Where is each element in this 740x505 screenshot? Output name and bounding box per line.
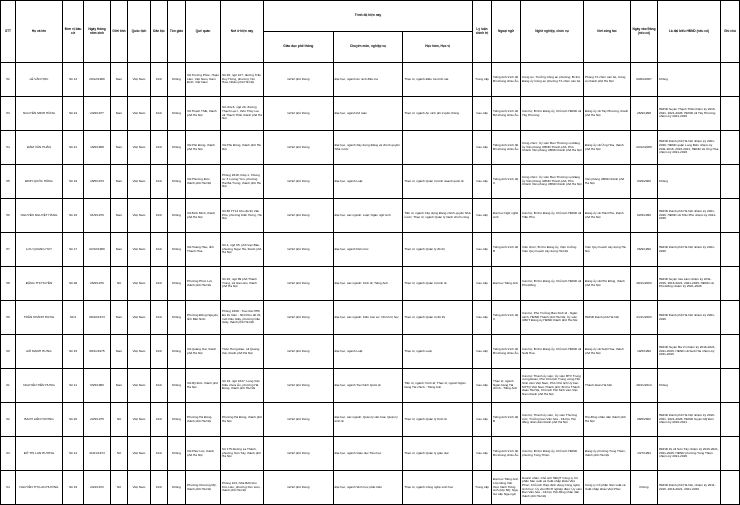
cell-ngayvaodang: 06/9/1999 bbox=[631, 233, 658, 267]
cell-dvco: Số 16 bbox=[63, 199, 84, 233]
cell-noiohientai: Phòng 103, Nhà B20 khu Kim Liên, phường Kim Liên, thành phố Hà Nội bbox=[221, 471, 264, 505]
cell-dantoc: Kinh bbox=[151, 335, 168, 369]
cell-quoctich: Việt Nam bbox=[128, 97, 151, 131]
cell-ngaysinh: 22/9/1975 bbox=[84, 403, 111, 437]
cell-ngoaingu: Tiếng Anh trình độ B1 khung châu Âu bbox=[492, 131, 521, 165]
cell-dantoc: Kinh bbox=[151, 63, 168, 97]
cell-dvco: Số 20 bbox=[63, 403, 84, 437]
cell-chuyenmon: Đại học, các ngành: Quản lý văn hóa; Quản lý kinh tế bbox=[333, 403, 403, 437]
cell-hoclam: Thạc sĩ, ngành Luật bbox=[403, 335, 473, 369]
cell-gioitinh: Nam bbox=[111, 301, 128, 335]
cell-chuyenmon: Đại học, ngành Sinh học phát triển bbox=[333, 471, 403, 505]
cell-stt: 64 bbox=[1, 471, 16, 505]
cell-nghenghiep: Cán bộ; Bí thư Đảng ủy, Chủ tịch HĐND xã Trần Phú bbox=[521, 199, 584, 233]
col-ngoaingu: Ngoại ngữ bbox=[492, 1, 521, 63]
cell-nghenghiep: Công chức; Ủy viên Ban Thường vụ Đảng ủy Văn phòng UBND Thành phố, Phó Chánh Văn phòng UBND thành phố Hà Nội bbox=[521, 165, 584, 199]
table-row bbox=[1, 165, 740, 199]
cell-ngoaingu: Tiếng Anh trình độ B1 khung châu Âu bbox=[492, 437, 521, 471]
cell-ngoaingu: Tiếng Anh trình độ B bbox=[492, 403, 521, 437]
cell-ghichu bbox=[721, 369, 740, 403]
cell-ladaibieu: HĐND thành phố Hà Nội nhiệm kỳ 2021-2026 bbox=[658, 233, 721, 267]
cell-stt: 53 bbox=[1, 97, 16, 131]
cell-ngoaingu: Tiếng Anh trình độ B2 khung châu Âu bbox=[492, 97, 521, 131]
cell-noicongtac: Đảng ủy phường Tùng Thiện, thành phố Hà Nội bbox=[584, 437, 631, 471]
cell-noiohientai: Số 175 đường La Thành, phường Sơn Tây, thành phố Hà Nội bbox=[221, 437, 264, 471]
col-nghenghiep: Nghề nghiệp, chức vụ bbox=[521, 1, 584, 63]
cell-ngayvaodang: 02/9/1996 bbox=[631, 199, 658, 233]
cell-ghichu bbox=[721, 165, 740, 199]
col-quequan: Quê quán bbox=[186, 1, 221, 63]
cell-tongiao: Không bbox=[168, 437, 186, 471]
table-row bbox=[1, 369, 740, 403]
table-row bbox=[1, 437, 740, 471]
cell-quoctich: Việt Nam bbox=[128, 471, 151, 505]
cell-ladaibieu: HĐND thành phố Hà Nội nhiệm kỳ 2021-2026 bbox=[658, 301, 721, 335]
col-hoten: Họ và tên bbox=[16, 1, 63, 63]
cell-chuyenmon: Đại học, ngành Luật bbox=[333, 165, 403, 199]
cell-quequan: Phường Đồng Nguyên, tỉnh Bắc Ninh bbox=[186, 301, 221, 335]
cell-tongiao: Không bbox=[168, 131, 186, 165]
cell-stt: 60 bbox=[1, 335, 16, 369]
cell-gioitinh: Nam bbox=[111, 369, 128, 403]
cell-ngoaingu: Tiếng Anh trình độ B1 khung châu Âu bbox=[492, 63, 521, 97]
cell-giaoduc: 12/12 phổ thông bbox=[264, 267, 334, 301]
cell-lyluan: Cao cấp bbox=[473, 199, 492, 233]
cell-noiohientai: Số 26, ngõ 89 phố Thành Trung, xã Gia Lâm, thành phố Hà Nội bbox=[221, 267, 264, 301]
cell-chuyenmon: Đại học, ngành An ninh điều tra bbox=[333, 63, 403, 97]
cell-dantoc: Kinh bbox=[151, 369, 168, 403]
cell-tongiao: Không bbox=[168, 233, 186, 267]
cell-ngayvaodang: 26/9/1998 bbox=[631, 97, 658, 131]
cell-hoclam: Thạc sĩ, ngành Công nghệ sinh học bbox=[403, 471, 473, 505]
cell-ghichu bbox=[721, 199, 740, 233]
cell-dvco: Số 13 bbox=[63, 63, 84, 97]
cell-gioitinh: Nam bbox=[111, 97, 128, 131]
table-row bbox=[1, 471, 740, 505]
cell-ngaysinh: 24/4/1972 bbox=[84, 471, 111, 505]
cell-lyluan: Cao cấp bbox=[473, 233, 492, 267]
cell-quoctich: Việt Nam bbox=[128, 369, 151, 403]
col-chuyenmon: Chuyên môn, nghiệp vụ bbox=[333, 32, 403, 63]
cell-ngaysinh: 03/9/1980 bbox=[84, 369, 111, 403]
cell-hoclam: Tiến sĩ, ngành Xây dựng Đảng chính quyền Nhà nước; Thạc sĩ, ngành Quản lý hành chính công bbox=[403, 199, 473, 233]
col-ngayvaodang: Ngày vào Đảng (nếu có) bbox=[631, 1, 658, 63]
table-body bbox=[1, 63, 740, 505]
cell-lyluan: Cao cấp bbox=[473, 267, 492, 301]
cell-ngaysinh: 24/9/1977 bbox=[84, 97, 111, 131]
table-row bbox=[1, 301, 740, 335]
cell-gioitinh: Nữ bbox=[111, 267, 128, 301]
cell-noiohientai: Số 28, ngõ 107, đường Trần Duy Hưng, phường Yên Hòa, Nhâm phố Hà Nội bbox=[221, 63, 264, 97]
cell-noicongtac: Đảng ủy xã Suối Hoa, thành phố Hà Nội bbox=[584, 335, 631, 369]
cell-hoclam: Thạc sĩ, ngành Quản trị kinh tế bbox=[403, 267, 473, 301]
cell-quoctich: Việt Nam bbox=[128, 403, 151, 437]
cell-stt: 59 bbox=[1, 301, 16, 335]
cell-hoten: LƯU QUANG HUY bbox=[16, 233, 63, 267]
cell-nghenghiep: Công chức; Ủy viên Ban Thường vụ Đảng ủy Văn phòng UBND Thành phố, Phó Chánh Văn phòng UBND thành phố Hà Nội bbox=[521, 131, 584, 165]
cell-ngoaingu: Tiếng Anh trình độ C bbox=[492, 165, 521, 199]
cell-dantoc: Kinh bbox=[151, 437, 168, 471]
cell-chuyenmon: Đại học, các ngành: Kinh tế; Tiếng Anh bbox=[333, 267, 403, 301]
cell-quoctich: Việt Nam bbox=[128, 199, 151, 233]
cell-quequan: Xã Phú Đông, thành phố Hà Nội bbox=[186, 131, 221, 165]
cell-gioitinh: Nam bbox=[111, 233, 128, 267]
cell-ghichu bbox=[721, 403, 740, 437]
cell-ngayvaodang: Không bbox=[631, 471, 658, 505]
cell-dantoc: Kinh bbox=[151, 233, 168, 267]
cell-gioitinh: Nam bbox=[111, 199, 128, 233]
cell-ghichu bbox=[721, 267, 740, 301]
cell-hoten: NGUYỄN NGUYỆT HẰNG bbox=[16, 199, 63, 233]
cell-nghenghiep: Cán bộ, Phó Trưởng Ban Kinh tế - Ngân sách, HĐND Thành phố Hà Nội; Ủy viên UBKT Đảng ủy HĐND thành phố Hà Nội bbox=[521, 301, 584, 335]
cell-ngaysinh: 26/9/1976 bbox=[84, 267, 111, 301]
cell-ghichu bbox=[721, 437, 740, 471]
cell-stt: 62 bbox=[1, 403, 16, 437]
cell-dvco: Số 17 bbox=[63, 233, 84, 267]
cell-gioitinh: Nữ bbox=[111, 471, 128, 505]
cell-tongiao: Không bbox=[168, 165, 186, 199]
cell-lyluan: Cao cấp bbox=[473, 403, 492, 437]
table-row bbox=[1, 233, 740, 267]
cell-noiohientai: Thôn Hưng Đạo, xã Quảng Oai, thành phố Hà Nội bbox=[221, 335, 264, 369]
cell-noicongtac: Đảng ủy xã Phú Đồng, thành phố Hà Nội bbox=[584, 267, 631, 301]
col-hochamhocvi: Học hàm, Học vị bbox=[403, 32, 473, 63]
cell-stt: 63 bbox=[1, 437, 16, 471]
col-tongiao: Tôn giáo bbox=[168, 1, 186, 63]
cell-quequan: Phường Chương Mỹ, thành phố Hà Nội bbox=[186, 471, 221, 505]
cell-noicongtac: Công ty Cổ phần Sản xuất và Xuất nhập khẩu Việt Phúc bbox=[584, 471, 631, 505]
cell-gioitinh: Nam bbox=[111, 165, 128, 199]
cell-lyluan: Cao cấp bbox=[473, 301, 492, 335]
cell-ngaysinh: 08/10/1974 bbox=[84, 301, 111, 335]
cell-lyluan: Cao cấp bbox=[473, 131, 492, 165]
cell-ngayvaodang: 08/5/2002 bbox=[631, 403, 658, 437]
cell-ghichu bbox=[721, 301, 740, 335]
cell-hoclam: Tiến sĩ, ngành: Kinh tế; Thạc sĩ, ngành Ngân hàng Tài chính - Tiếng Anh bbox=[403, 369, 473, 403]
cell-hoten: ĐỖ THỊ LAN HƯƠNG bbox=[16, 437, 63, 471]
col-ladaibieu: Là đại biểu HĐND (nếu có) bbox=[658, 1, 721, 63]
table-row bbox=[1, 403, 740, 437]
cell-stt: 61 bbox=[1, 369, 16, 403]
cell-ngayvaodang: 21/11/2003 bbox=[631, 301, 658, 335]
col-group-trinhdo: Trình độ hiện nay bbox=[264, 1, 473, 32]
cell-noicongtac: Phòng Tổ chức cán bộ, Công an thành phố Hà Nội bbox=[584, 63, 631, 97]
cell-giaoduc: 12/12 phổ thông bbox=[264, 131, 334, 165]
cell-ghichu bbox=[721, 471, 740, 505]
cell-nghenghiep: Doanh nhân; Chủ tịch HĐQT Công ty Cổ phần Sản xuất và Xuất nhập khẩu Việt Phúc; Chủ tịch Hiệp định dùng Công nghệ sinh học; Ủy viên BCH nghiệp điện; Ủy viên Ban Văn hóa - Xã hội, Hội đồng nhân dân thành phố Hà Nội bbox=[521, 471, 584, 505]
cell-noicongtac: Văn phòng UBND thành phố Hà Nội bbox=[584, 165, 631, 199]
cell-dvco: Số 15 bbox=[63, 335, 84, 369]
cell-noiohientai: Phường Hà Đông, thành phố Hà Nội bbox=[221, 403, 264, 437]
cell-dvco: Số 19 bbox=[63, 471, 84, 505]
cell-gioitinh: Nam bbox=[111, 63, 128, 97]
cell-ngayvaodang: 19/5/1999 bbox=[631, 335, 658, 369]
cell-noiohientai: Số 86 TT14 Khu đô thị Văn Phú, phường Kiến Hưng, Hà Nội bbox=[221, 199, 264, 233]
cell-tongiao: Không bbox=[168, 199, 186, 233]
col-ghichu: Ghi chú bbox=[721, 1, 740, 63]
cell-hoclam: Thạc sĩ, ngành Quản trị đô thị bbox=[403, 301, 473, 335]
cell-lyluan: Cao cấp bbox=[473, 335, 492, 369]
cell-giaoduc: 12/12 phổ thông bbox=[264, 233, 334, 267]
cell-ngaysinh: 02/10/1980 bbox=[84, 233, 111, 267]
cell-tongiao: Không bbox=[168, 471, 186, 505]
cell-ngayvaodang: 09/02/2007 bbox=[631, 63, 658, 97]
cell-quequan: Xã Phương Đức, thành phố Hà Nội bbox=[186, 165, 221, 199]
cell-noicongtac: Thành đoàn Hà Nội bbox=[584, 369, 631, 403]
cell-giaoduc: 12/12 phổ thông bbox=[264, 369, 334, 403]
cell-ngoaingu: Tiếng Anh trình độ C bbox=[492, 301, 521, 335]
cell-ghichu bbox=[721, 63, 740, 97]
cell-hoclam: Thạc sĩ, ngành Quản lý Kinh tế bbox=[403, 403, 473, 437]
cell-quequan: Xã Mỹ Đức, thành phố Hà Nội bbox=[186, 369, 221, 403]
cell-quequan: Xã Hoàng Hào, tỉnh Thanh Hóa bbox=[186, 233, 221, 267]
cell-giaoduc: 12/12 phổ thông bbox=[264, 335, 334, 369]
col-dantoc: Dân tộc bbox=[151, 1, 168, 63]
cell-tongiao: Không bbox=[168, 369, 186, 403]
cell-chuyenmon: Đại học, ngành Tài chính Quốc tế bbox=[333, 369, 403, 403]
cell-quoctich: Việt Nam bbox=[128, 301, 151, 335]
cell-ladaibieu: Không bbox=[658, 165, 721, 199]
cell-nghenghiep: Cán bộ; Bí thư Đảng ủy, Chủ tịch HĐND phường Tùng Thiện bbox=[521, 437, 584, 471]
table-row bbox=[1, 131, 740, 165]
cell-stt: 54 bbox=[1, 131, 16, 165]
cell-noicongtac: HĐND thành phố Hà Nội bbox=[584, 301, 631, 335]
cell-ghichu bbox=[721, 97, 740, 131]
cell-ladaibieu: HĐND thị xã Sơn Tây nhiệm kỳ 2016-2021, 2021-2026; HĐND phường Tùng Thiện nhiệm kỳ 2021-2026 bbox=[658, 437, 721, 471]
cell-nghenghiep: Cán bộ; Bí thư Đảng ủy, Chủ tịch HĐND xã Suối Hoa bbox=[521, 335, 584, 369]
cell-hoclam: Thạc sĩ, ngành An ninh phi truyền thông bbox=[403, 97, 473, 131]
cell-hoclam: Thạc sĩ, ngành Quản lý đô thị bbox=[403, 233, 473, 267]
cell-lyluan: Cao cấp bbox=[473, 369, 492, 403]
cell-chuyenmon: Đại học, ngành Luật bbox=[333, 335, 403, 369]
col-giaoduc: Giáo dục phổ thông bbox=[264, 32, 334, 63]
cell-nghenghiep: Cán bộ; Bí thư Đảng ủy, Chủ tịch HĐND xã Phú Đồng bbox=[521, 267, 584, 301]
cell-dantoc: Kinh bbox=[151, 301, 168, 335]
cell-ghichu bbox=[721, 131, 740, 165]
cell-hoten: ĐẶNG THỊ HUYỀN bbox=[16, 267, 63, 301]
cell-dvco: Số 28 bbox=[63, 267, 84, 301]
cell-hoten: NGUYỄN MINH HÙNG bbox=[16, 97, 63, 131]
cell-hoten: TRẦN KHÁNH HƯNG bbox=[16, 301, 63, 335]
cell-hoten: ĐÀM VĂN HUẤN bbox=[16, 131, 63, 165]
cell-quequan: Xã Bình Minh, thành phố Hà Nội bbox=[186, 199, 221, 233]
cell-ladaibieu: HĐND huyện Ba Vì nhiệm kỳ 2016-2021, 2021-2026; HĐND xã Suối Hai nhiệm kỳ 2021-2026 bbox=[658, 335, 721, 369]
cell-noicongtac: Viện Quy hoạch xây dựng Hà Nội bbox=[584, 233, 631, 267]
cell-ladaibieu: HĐND huyện Thạch Thất nhiệm kỳ 2016-2021, 2021-2026; HĐND xã Tây Phương nhiệm kỳ 2021-2026 bbox=[658, 97, 721, 131]
table-row bbox=[1, 335, 740, 369]
cell-dvco: Số 24 bbox=[63, 97, 84, 131]
cell-dantoc: Kinh bbox=[151, 199, 168, 233]
cell-hoten: ĐINH QUỐC HÙNG bbox=[16, 165, 63, 199]
table-row bbox=[1, 199, 740, 233]
cell-chuyenmon: Đại học, ngành Kiến trúc bbox=[333, 233, 403, 267]
cell-giaoduc: 12/12 phổ thông bbox=[264, 471, 334, 505]
col-quoctich: Quốc tịch bbox=[128, 1, 151, 63]
cell-giaoduc: 12/12 phổ thông bbox=[264, 437, 334, 471]
cell-hoclam: Thạc sĩ, ngành Điều tra trinh sát bbox=[403, 63, 473, 97]
cell-ngaysinh: 20/12/1980 bbox=[84, 63, 111, 97]
cell-ngaysinh: 19/9/1968 bbox=[84, 131, 111, 165]
cell-ngayvaodang: 13/7/1994 bbox=[631, 437, 658, 471]
cell-ngayvaodang: 04/9/2000 bbox=[631, 165, 658, 199]
cell-hoten: NGUYỄN TIẾN HƯNG bbox=[16, 369, 63, 403]
cell-dantoc: Kinh bbox=[151, 165, 168, 199]
cell-stt: 58 bbox=[1, 267, 16, 301]
cell-nghenghiep: Công an, Trưởng Công an phường; Bí thư Đảng ủy Công an phường Tổ chức cán bộ bbox=[521, 63, 584, 97]
cell-ngoaingu: Tiếng Anh trình độ B bbox=[492, 233, 521, 267]
col-donvibaucu: Đơn vị bầu cử bbox=[63, 1, 84, 63]
cell-dantoc: Kinh bbox=[151, 97, 168, 131]
cell-lyluan: Cao cấp bbox=[473, 437, 492, 471]
cell-dantoc: Kinh bbox=[151, 131, 168, 165]
cell-stt: 52 bbox=[1, 63, 16, 97]
col-lyluanchinhtri: Lý luận chính trị bbox=[473, 1, 492, 63]
cell-noicongtac: Đảng ủy xã Trần Phú, thành phố Hà Nội bbox=[584, 199, 631, 233]
cell-ngayvaodang: 28/11/2014 bbox=[631, 369, 658, 403]
cell-giaoduc: 12/12 phổ thông bbox=[264, 97, 334, 131]
cell-dantoc: Kinh bbox=[151, 403, 168, 437]
cell-ngoaingu: Đại học Ngữ nghề Anh bbox=[492, 199, 521, 233]
cell-nghenghiep: Viên chức; Bí thư Đảng ủy, Viện trưởng Viện Quy hoạch xây dựng Hà Nội bbox=[521, 233, 584, 267]
cell-giaoduc: 12/12 phổ thông bbox=[264, 301, 334, 335]
cell-ngaysinh: 01/9/1976 bbox=[84, 199, 111, 233]
cell-giaoduc: 12/12 phổ thông bbox=[264, 63, 334, 97]
table-header bbox=[1, 1, 740, 63]
cell-dvco: Số 14 bbox=[63, 437, 84, 471]
table-row bbox=[1, 63, 740, 97]
cell-giaoduc: 12/12 phổ thông bbox=[264, 403, 334, 437]
cell-dvco: Số 6 bbox=[63, 301, 84, 335]
cell-noiohientai: Số 19, ngõ 1647, Lùng Việt Kiều chưa Âu, phường Hà Đông, thành phố Hà Nội bbox=[221, 369, 264, 403]
cell-lyluan: Cao cấp bbox=[473, 165, 492, 199]
cell-quequan: Phường Hà Đông, thành phố Hà Nội bbox=[186, 403, 221, 437]
cell-giaoduc: 12/12 phổ thông bbox=[264, 199, 334, 233]
col-noiohientai: Nơi ở hiện nay bbox=[221, 1, 264, 63]
cell-nghenghiep: Cán bộ; Bí thư Đảng ủy, Chủ tịch HĐND xã Tây Phương bbox=[521, 97, 584, 131]
cell-noiohientai: Xã Phú Đông, thành phố Hà Nội bbox=[221, 131, 264, 165]
cell-ghichu bbox=[721, 335, 740, 369]
cell-tongiao: Không bbox=[168, 267, 186, 301]
cell-ghichu bbox=[721, 233, 740, 267]
cell-quoctich: Việt Nam bbox=[128, 131, 151, 165]
cell-dvco: Số 11 bbox=[63, 369, 84, 403]
cell-ngaysinh: 31/01/1974 bbox=[84, 437, 111, 471]
cell-gioitinh: Nữ bbox=[111, 403, 128, 437]
cell-tongiao: Không bbox=[168, 403, 186, 437]
cell-quoctich: Việt Nam bbox=[128, 165, 151, 199]
cell-ladaibieu: HĐND thành phố Hà Nội nhiệm kỳ 2021-2026; HĐND quận Long Biên nhiệm kỳ 2011-2016, 2016-2021; HĐND xã Ứng Hòa nhiệm kỳ 2021-2026 bbox=[658, 131, 721, 165]
cell-noicongtac: Đảng ủy xã Tây Phương, thành phố Hà Nội bbox=[584, 97, 631, 131]
cell-quoctich: Việt Nam bbox=[128, 437, 151, 471]
cell-chuyenmon: Đại học, các ngành: Kiến trúc sư; Chính trị học bbox=[333, 301, 403, 335]
cell-giaoduc: 12/12 phổ thông bbox=[264, 165, 334, 199]
cell-lyluan: Trung cấp bbox=[473, 471, 492, 505]
cell-ngaysinh: 08/11/1975 bbox=[84, 335, 111, 369]
cell-hoclam: Thạc sĩ, ngành Quản trị kinh doanh quốc tế bbox=[403, 165, 473, 199]
cell-tongiao: Không bbox=[168, 97, 186, 131]
cell-noiohientai: Số nhà 8, ngõ 29, đường Thạch Lạc I, thôn Thúy Lai, xã Thạch Thất, thành phố Hà Nội bbox=[221, 97, 264, 131]
cell-quequan: Xã Phúc Lộc, thành phố Hà Nội bbox=[186, 437, 221, 471]
cell-chuyenmon: Đại học, ngành Kế toán bbox=[333, 97, 403, 131]
col-ngaysinh: Ngày tháng năm sinh bbox=[84, 1, 111, 63]
cell-quoctich: Việt Nam bbox=[128, 233, 151, 267]
cell-stt: 57 bbox=[1, 233, 16, 267]
cell-dantoc: Kinh bbox=[151, 267, 168, 301]
cell-ngoaingu: Đại học Tiếng Anh bbox=[492, 267, 521, 301]
cell-stt: 56 bbox=[1, 199, 16, 233]
cell-ngayvaodang: 22/12/2005 bbox=[631, 131, 658, 165]
cell-hoten: NGUYỄN THỊ LAN HƯƠNG bbox=[16, 471, 63, 505]
cell-gioitinh: Nữ bbox=[111, 437, 128, 471]
cell-dvco: Số 21 bbox=[63, 131, 84, 165]
col-stt: STT bbox=[1, 1, 16, 63]
cell-quoctich: Việt Nam bbox=[128, 63, 151, 97]
cell-quoctich: Việt Nam bbox=[128, 267, 151, 301]
cell-ladaibieu: Không bbox=[658, 369, 721, 403]
cell-ngoaingu: Tiếng Anh trình độ B1 khung châu Âu bbox=[492, 335, 521, 369]
cell-tongiao: Không bbox=[168, 63, 186, 97]
cell-ladaibieu: Không bbox=[658, 63, 721, 97]
cell-quequan: Xã Quảng Oai, thành phố Hà Nội bbox=[186, 335, 221, 369]
cell-ladaibieu: HĐND huyện Gia Lâm nhiệm kỳ 2011-2016, 2016-2021, 2021-2026; HĐND xã Phú Đồng nhiệm kỳ 2021-2026 bbox=[658, 267, 721, 301]
cell-quequan: Phường Phúc Lợi, thành phố Hà Nội bbox=[186, 267, 221, 301]
cell-noiohientai: Phòng 1608 - Tòa nhà HH6 Đô thị Viên - N10 Khu đô thị mới Cầu Giấy, phường Cầu Giấy, thành phố Hà Nội bbox=[221, 301, 264, 335]
cell-ngayvaodang: 28/11/2003 bbox=[631, 267, 658, 301]
cell-hoten: LÊ VĂN HỌC bbox=[16, 63, 63, 97]
cell-chuyenmon: Đại học, ngành Xây dựng Đảng và chính quyền Nhà nước bbox=[333, 131, 403, 165]
col-noicongtac: Nơi công tác bbox=[584, 1, 631, 63]
cell-noiohientai: Phòng 1818, tháp 1, Chung cư 3 Lương Yên, phường Hai Bà Trưng, thành phố Hà Nội bbox=[221, 165, 264, 199]
table-row bbox=[1, 267, 740, 301]
cell-ladaibieu: HĐND thành phố Hà Nội nhiệm kỳ 2016-2021, 2021-2026; HĐND huyện Mỹ Đức nhiệm kỳ 2016-2021 bbox=[658, 403, 721, 437]
cell-quequan: Xã Trường Phúc, Hoàn Lâm, Việt Nam, Nam Định, Việt Nam bbox=[186, 63, 221, 97]
cell-gioitinh: Nam bbox=[111, 335, 128, 369]
cell-tongiao: Không bbox=[168, 301, 186, 335]
cell-ngaysinh: 18/5/1973 bbox=[84, 165, 111, 199]
cell-ngoaingu: Đại học Tiếng Anh, Lớp tiếng Việt thực hành Tiếng Anh (lớp 50); Nga, Sơ cấp Nga ngữ bbox=[492, 471, 521, 505]
cell-gioitinh: Nam bbox=[111, 131, 128, 165]
cell-hoclam: Thạc sĩ, ngành Quản lý giáo dục bbox=[403, 437, 473, 471]
cell-nghenghiep: Cán bộ; Thành ủy viên, Ủy viên Thường trực, Trưởng ban Văn hóa - Xã hội, Hội đồng nhân dân thành phố Hà Nội bbox=[521, 403, 584, 437]
cell-dantoc: Kinh bbox=[151, 471, 168, 505]
cell-ladaibieu: HĐND thành phố Hà Nội nhiệm kỳ 2021-2026; HĐND xã Trần Phú nhiệm kỳ 2021-2026 bbox=[658, 199, 721, 233]
cell-quequan: Xã Thạch Thất, thành phố Hà Nội bbox=[186, 97, 221, 131]
cell-hoten: ĐỖ MẠNH HƯNG bbox=[16, 335, 63, 369]
cell-noicongtac: Đảng ủy xã Ứng Hòa, thành phố Hà Nội bbox=[584, 131, 631, 165]
cell-chuyenmon: Đại học, ngành Giáo dục Tiểu học bbox=[333, 437, 403, 471]
cell-noiohientai: Số 4, ngõ 65, phố Vạn Bảo, phường Ngọc Hà, thành phố Hà Nội bbox=[221, 233, 264, 267]
table-row bbox=[1, 97, 740, 131]
cell-hoten: BẠCH LIÊN HƯƠNG bbox=[16, 403, 63, 437]
cell-lyluan: Trung cấp bbox=[473, 63, 492, 97]
cell-nghenghiep: Cán bộ; Thành ủy viên; Ủy viên BTV Trung ương Đoàn, Phó Chủ tịch Trung ương Hội Sinh viên Việt Nam; Phó Chủ tịch Ủy ban MTTQ Việt Nam Thành phố; Bí thư Thành đoàn Hà Nội, Chủ tịch Hội Sinh viên Việt Nam thành phố Hà Nội bbox=[521, 369, 584, 403]
cell-chuyenmon: Đại học, các ngành: Luật; Ngân ngữ Anh bbox=[333, 199, 403, 233]
cell-tongiao: Không bbox=[168, 335, 186, 369]
cell-hoclam bbox=[403, 131, 473, 165]
cell-ladaibieu: HĐND thành phố Hà Nội, nhiệm kỳ 2011-2016, 2016-2021, 2021-2026 bbox=[658, 471, 721, 505]
cell-noicongtac: Hội đồng nhân dân thành phố Hà Nội bbox=[584, 403, 631, 437]
cell-lyluan: Cao cấp bbox=[473, 97, 492, 131]
col-gioitinh: Giới tính bbox=[111, 1, 128, 63]
cell-quoctich: Việt Nam bbox=[128, 335, 151, 369]
cell-ngoaingu: Thạc sĩ, ngành Ngân hàng Tài chính - Tiếng Anh bbox=[492, 369, 521, 403]
cell-dvco: Số 19 bbox=[63, 165, 84, 199]
cell-stt: 55 bbox=[1, 165, 16, 199]
